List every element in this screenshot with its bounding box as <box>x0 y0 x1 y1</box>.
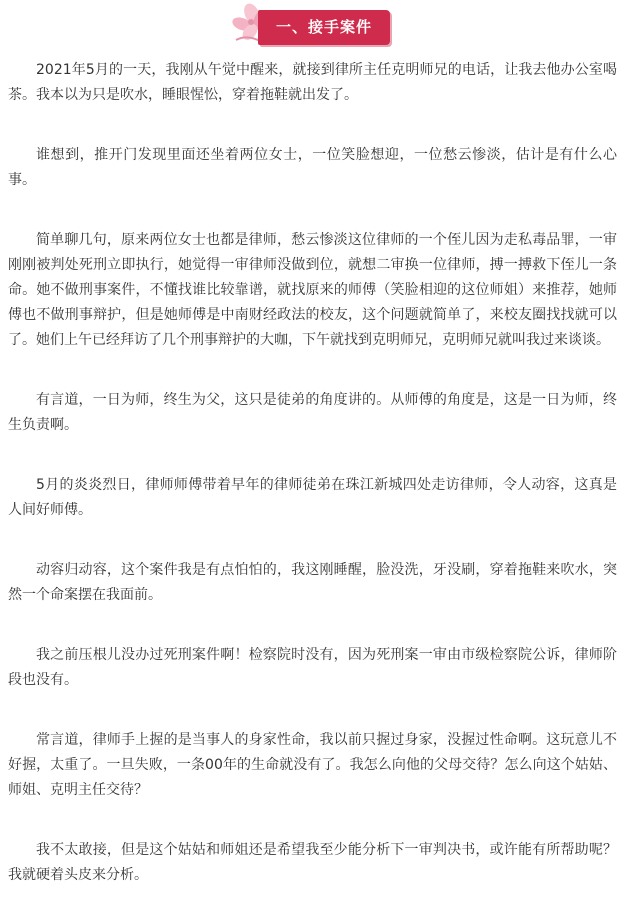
paragraph-7: 我之前压根儿没办过死刑案件啊！检察院时没有，因为死刑案一审由市级检察院公诉，律师阶段也没有。 <box>8 647 617 688</box>
paragraph-5: 5月的炎炎烈日，律师师傅带着早年的律师徒弟在珠江新城四处走访律师，令人动容，这真是人间好师傅。 <box>8 477 617 518</box>
paragraph-1: 2021年5月的一天，我刚从午觉中醒来，就接到律所主任克明师兄的电话，让我去他办公室喝茶。我本以为只是吹水，睡眼惺忪，穿着拖鞋就出发了。 <box>8 62 617 103</box>
paragraph-2: 谁想到，推开门发现里面还坐着两位女士，一位笑脸想迎，一位愁云惨淡，估计是有什么心事。 <box>8 147 617 188</box>
section-title: 一、接手案件 <box>275 18 372 36</box>
section-header <box>0 0 625 50</box>
article-body <box>0 58 625 923</box>
paragraph-3: 简单聊几句，原来两位女士也都是律师，愁云惨淡这位律师的一个侄儿因为走私毒品罪，一审刚刚被判处死刑立即执行，她觉得一审律师没做到位，就想二审换一位律师，搏一搏救下侄儿一条命。她不做刑事案件，不懂找谁比较靠谱，就找原来的师傅（笑脸相迎的这位师姐）来推荐，她师傅也不做刑事辩护，但是她师傅是中南财经政法的校友，这个问题就简单了，来校友圈找找就可以了。她们上午已经拜访了几个刑事辩护的大咖，下午就找到克明师兄，克明师兄就叫我过来谈谈。 <box>8 232 617 348</box>
section-title-banner <box>258 10 390 45</box>
paragraph-9: 我不太敢接，但是这个姑姑和师姐还是希望我至少能分析下一审判决书，或许能有所帮助呢？我就硬着头皮来分析。 <box>8 842 617 883</box>
paragraph-6: 动容归动容，这个案件我是有点怕怕的，我这刚睡醒，脸没洗，牙没刷，穿着拖鞋来吹水，突然一个命案摆在我面前。 <box>8 562 617 603</box>
paragraph-8: 常言道，律师手上握的是当事人的身家性命，我以前只握过身家，没握过性命啊。这玩意儿不好握，太重了。一旦失败，一条00年的生命就没有了。我怎么向他的父母交待？怎么向这个姑姑、师姐、克明主任交待？ <box>8 732 617 798</box>
paragraph-4: 有言道，一日为师，终生为父，这只是徒弟的角度讲的。从师傅的角度是，这是一日为师，终生负责啊。 <box>8 392 617 433</box>
